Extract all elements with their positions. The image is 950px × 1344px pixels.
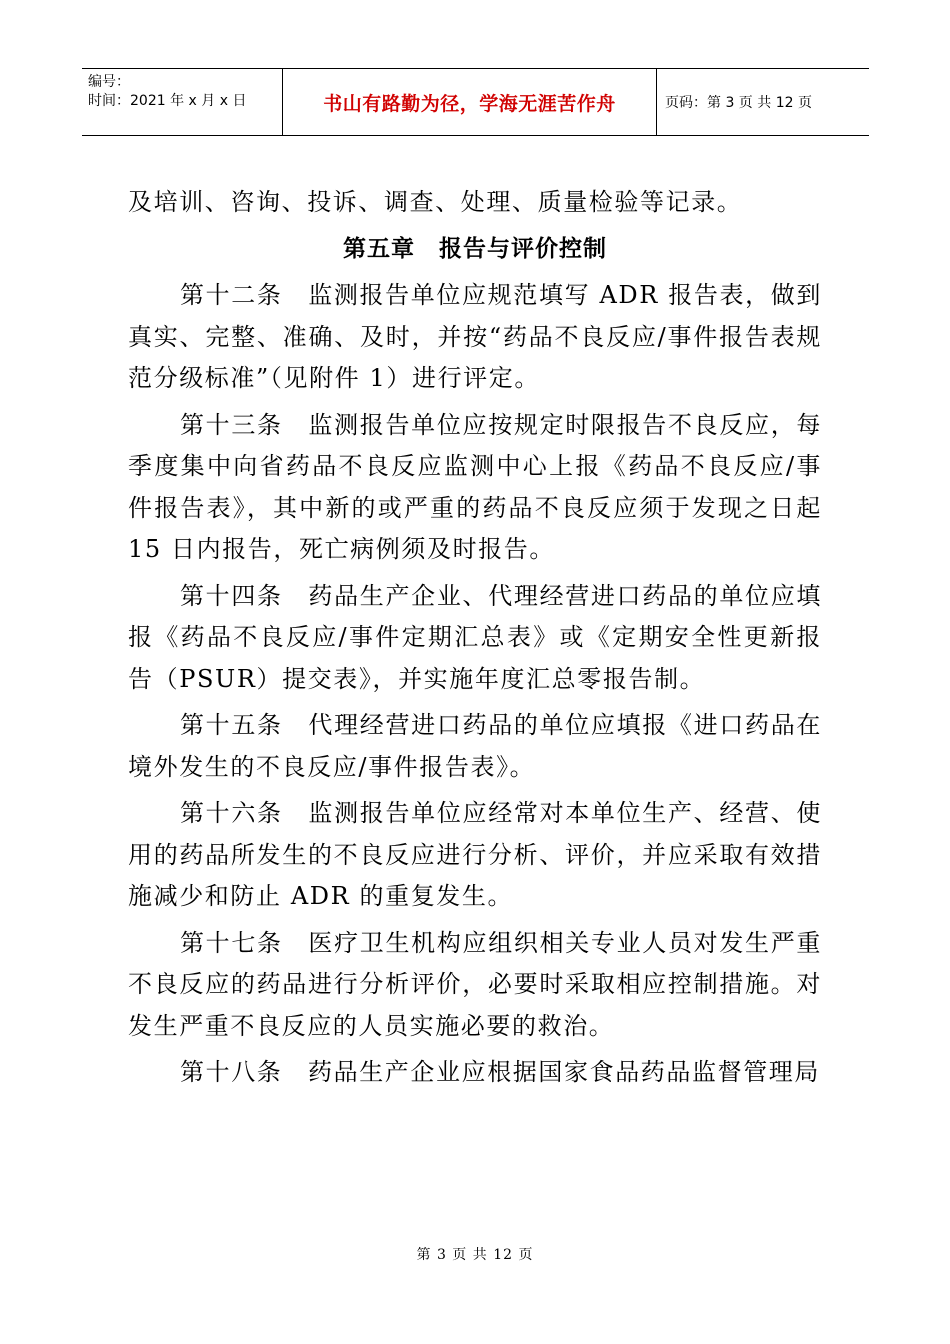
article-12: 第十二条 监测报告单位应规范填写 ADR 报告表，做到真实、完整、准确、及时，并按“药品不良反应/事件报告表规范分级标准”（见附件 1）进行评定。 <box>128 281 822 392</box>
article-16: 第十六条 监测报告单位应经常对本单位生产、经营、使用的药品所发生的不良反应进行分析、评价，并应采取有效措施减少和防止 ADR 的重复发生。 <box>128 799 822 910</box>
header-motto-cell <box>282 69 657 135</box>
paragraph-continuation: 及培训、咨询、投诉、调查、处理、质量检验等记录。 <box>128 188 743 216</box>
article-14: 第十四条 药品生产企业、代理经营进口药品的单位应填报《药品不良反应/事件定期汇总表》或《定期安全性更新报告（PSUR）提交表》，并实施年度汇总零报告制。 <box>128 581 822 693</box>
article-18: 第十八条 药品生产企业应根据国家食品药品监督管理局 <box>180 1058 820 1086</box>
article-15: 第十五条 代理经营进口药品的单位应填报《进口药品在境外发生的不良反应/事件报告表》。 <box>128 711 822 781</box>
document-code-label: 编号： <box>88 74 130 90</box>
article-13: 第十三条 监测报告单位应按规定时限报告不良反应，每季度集中向省药品不良反应监测中心上报《药品不良反应/事件报告表》，其中新的或严重的药品不良反应须于发现之日起 15 日内报告，死亡病例须及时报告。 <box>128 410 822 563</box>
document-date: 时间：2021 年 x 月 x 日 <box>88 93 247 109</box>
article-17: 第十七条 医疗卫生机构应组织相关专业人员对发生严重不良反应的药品进行分析评价，必要时采取相应控制措施。对发生严重不良反应的人员实施必要的救治。 <box>128 928 822 1040</box>
page-header <box>82 68 869 136</box>
document-body <box>128 182 822 1099</box>
header-page-info: 页码：第 3 页 共 12 页 <box>665 95 812 111</box>
header-meta <box>82 69 282 135</box>
header-page-info-cell <box>657 69 869 135</box>
header-motto: 书山有路勤为径，学海无涯苦作舟 <box>323 92 616 115</box>
chapter-title: 第五章 报告与评价控制 <box>343 235 607 262</box>
page-footer: 第 3 页 共 12 页 <box>416 1247 534 1263</box>
